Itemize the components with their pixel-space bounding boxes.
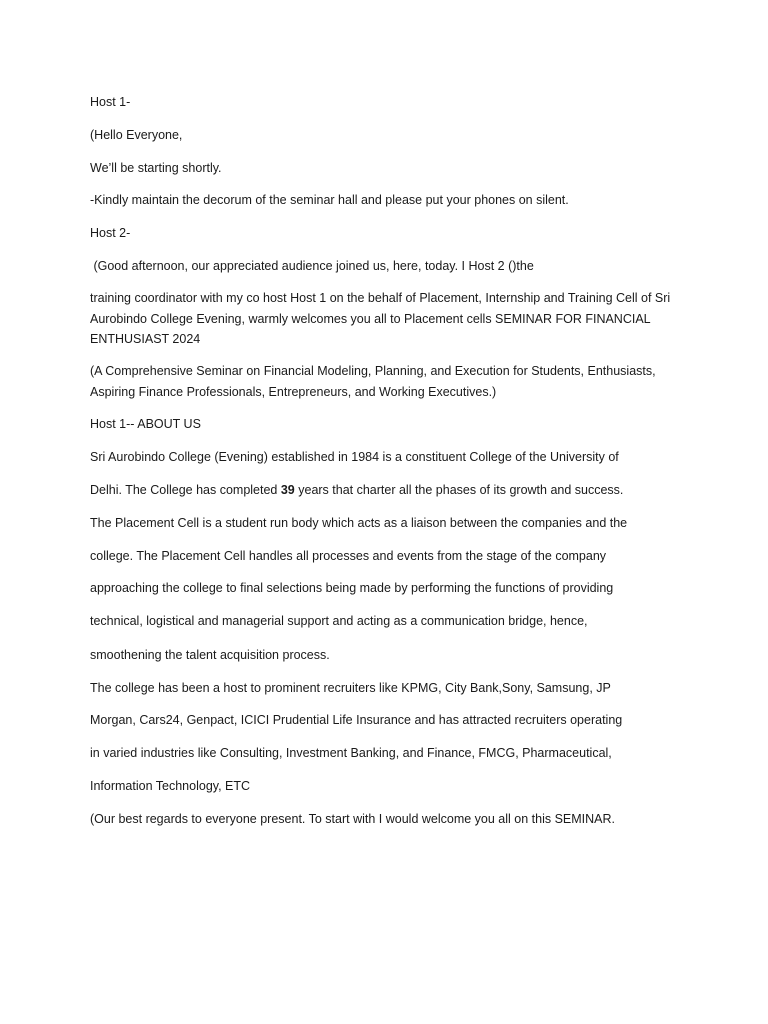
years-text-c: years that charter all the phases of its growth and success. [294, 483, 624, 497]
greeting-line: (Hello Everyone, [90, 128, 183, 142]
host2-label: Host 2- [90, 226, 131, 240]
good-afternoon-line: (Good afternoon, our appreciated audience joined us, here, today. I Host 2 ()the [90, 259, 534, 273]
closing-line: (Our best regards to everyone present. To start with I would welcome you all on this SEMINAR. [90, 812, 615, 826]
decorum-line: -Kindly maintain the decorum of the seminar hall and please put your phones on silent. [90, 193, 569, 207]
placement-cell-line-5: smoothening the talent acquisition process. [90, 648, 330, 662]
recruiters-line-1: The college has been a host to prominent recruiters like KPMG, City Bank,Sony, Samsung, JP [90, 681, 611, 695]
placement-cell-line-3: approaching the college to final selections being made by performing the functions of providing [90, 581, 614, 595]
about-us-heading: Host 1-- ABOUT US [90, 417, 201, 431]
recruiters-line-4: Information Technology, ETC [90, 779, 251, 793]
seminar-description: (A Comprehensive Seminar on Financial Modeling, Planning, and Execution for Students, Enthusiasts, Aspiring Finance Professionals, Entrepreneurs, and Working Executives.) [90, 364, 656, 399]
placement-cell-line-4: technical, logistical and managerial support and acting as a communication bridge, hence, [90, 614, 588, 628]
host1-label: Host 1- [90, 95, 131, 109]
years-text-a: Delhi. The College has completed [90, 483, 281, 497]
college-years-line [90, 482, 623, 498]
starting-line: We’ll be starting shortly. [90, 161, 222, 175]
years-count: 39 [280, 483, 295, 497]
placement-cell-line-2: college. The Placement Cell handles all processes and events from the stage of the company [90, 549, 607, 563]
coordinator-paragraph: training coordinator with my co host Host 1 on the behalf of Placement, Internship and Training Cell of Sri Aurobindo College Evening, warmly welcomes you all to Placement cells SEMINAR FOR FINANCIAL ENTHUSIAST 2024 [90, 291, 671, 346]
placement-cell-line-1: The Placement Cell is a student run body which acts as a liaison between the companies and the [90, 516, 628, 530]
recruiters-line-3: in varied industries like Consulting, Investment Banking, and Finance, FMCG, Pharmaceutical, [90, 746, 612, 760]
college-intro-line: Sri Aurobindo College (Evening) established in 1984 is a constituent College of the University of [90, 450, 619, 464]
recruiters-line-2: Morgan, Cars24, Genpact, ICICI Prudential Life Insurance and has attracted recruiters operating [90, 713, 623, 727]
